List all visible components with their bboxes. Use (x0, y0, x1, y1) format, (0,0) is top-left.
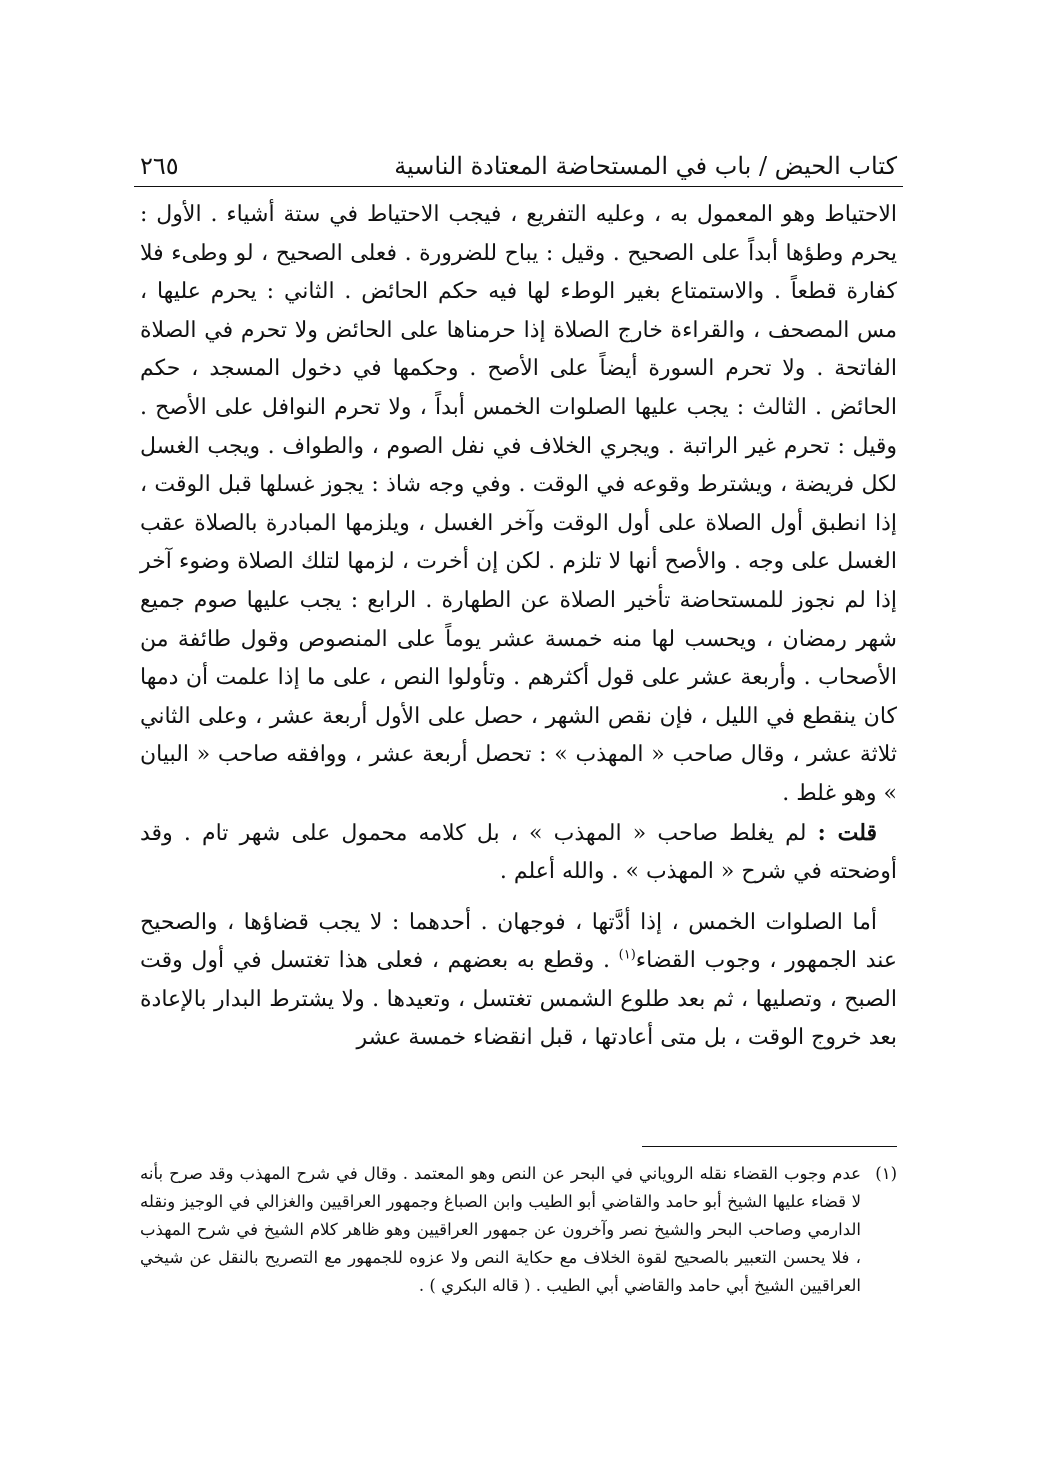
footnote-number: (١) (875, 1164, 897, 1183)
main-text (140, 196, 897, 1058)
paragraph: الاحتياط وهو المعمول به ، وعليه التفريع ، فيجب الاحتياط في ستة أشياء . الأول : يحرم وطؤها أبداً على الصحيح . وقيل : يباح للضرورة . فعلى الصحيح ، لو وطىء فلا كفارة قطعاً . والاستمتاع بغير الوطء لها فيه حكم الحائض . الثاني : يحرم عليها ، مس المصحف ، والقراءة خارج الصلاة إذا حرمناها على الحائض ولا تحرم في الصلاة الفاتحة . ولا تحرم السورة أيضاً على الأصح . وحكمها في دخول المسجد ، حكم الحائض . الثالث : يجب عليها الصلوات الخمس أبداً ، ولا تحرم النوافل على الأصح . وقيل : تحرم غير الراتبة . ويجري الخلاف في نفل الصوم ، والطواف . ويجب الغسل لكل فريضة ، ويشترط وقوعه في الوقت . وفي وجه شاذ : يجوز غسلها قبل الوقت ، إذا انطبق أول الصلاة على أول الوقت وآخر الغسل ، ويلزمها المبادرة بالصلاة عقب الغسل على وجه . والأصح أنها لا تلزم . لكن إن أخرت ، لزمها لتلك الصلاة وضوء آخر إذا لم نجوز للمستحاضة تأخير الصلاة عن الطهارة . الرابع : يجب عليها صوم جميع شهر رمضان ، ويحسب لها منه خمسة عشر يوماً على المنصوص وقول طائفة من الأصحاب . وأربعة عشر على قول أكثرهم . وتأولوا النص ، على ما إذا علمت أن دمها كان ينقطع في الليل ، فإن نقص الشهر ، حصل على الأول أربعة عشر ، وعلى الثاني ثلاثة عشر ، وقال صاحب « المهذب » : تحصل أربعة عشر ، ووافقه صاحب « البيان » وهو غلط . (140, 202, 897, 806)
page-number: ٢٦٥ (140, 152, 179, 180)
paragraph-note-text: لم يغلط صاحب « المهذب » ، بل كلامه محمول على شهر تام . وقد أوضحته في شرح « المهذب » . والله أعلم . (140, 820, 897, 885)
qult-label: قلت : (817, 819, 877, 846)
footnote-rule (642, 1146, 897, 1147)
paragraph-text: أما الصلوات الخمس ، إذا أدَّتها ، فوجهان . أحدهما : لا يجب قضاؤها ، والصحيح عند الجمهور ، وجوب القضاء (140, 909, 898, 974)
header-rule (134, 186, 903, 187)
paragraph (140, 904, 897, 1058)
running-header (140, 140, 897, 180)
footnote-reference: (١) (618, 947, 636, 963)
footnote (140, 1160, 897, 1300)
paragraph-text: . وقطع به بعضهم ، فعلى هذا تغتسل في أول وقت الصبح ، وتصليها ، ثم بعد طلوع الشمس تغتسل ، وتعيدها . ولا يشترط البدار بالإعادة بعد خروج الوقت ، بل متى أعادتها ، قبل انقضاء خمسة عشر (140, 948, 897, 1051)
footnote-text: عدم وجوب القضاء نقله الروياني في البحر عن النص وهو المعتمد . وقال في شرح المهذب وقد صرح بأنه لا قضاء عليها الشيخ أبو حامد والقاضي أبو الطيب وابن الصباغ وجمهور العراقيين والغزالي في الوجيز ونقله الدارمي وصاحب البحر والشيخ نصر وآخرون عن جمهور العراقيين وهو ظاهر كلام الشيخ في شرح المهذب ، فلا يحسن التعبير بالصحيح لقوة الخلاف مع حكاية النص ولا عزوه للجمهور مع التصريح بالنقل عن شيخي العراقيين الشيخ أبي حامد والقاضي أبي الطيب . ( قاله البكري ) . (140, 1164, 861, 1295)
paragraph-note (140, 814, 897, 892)
chapter-title: كتاب الحيض / باب في المستحاضة المعتادة الناسية (394, 152, 897, 180)
